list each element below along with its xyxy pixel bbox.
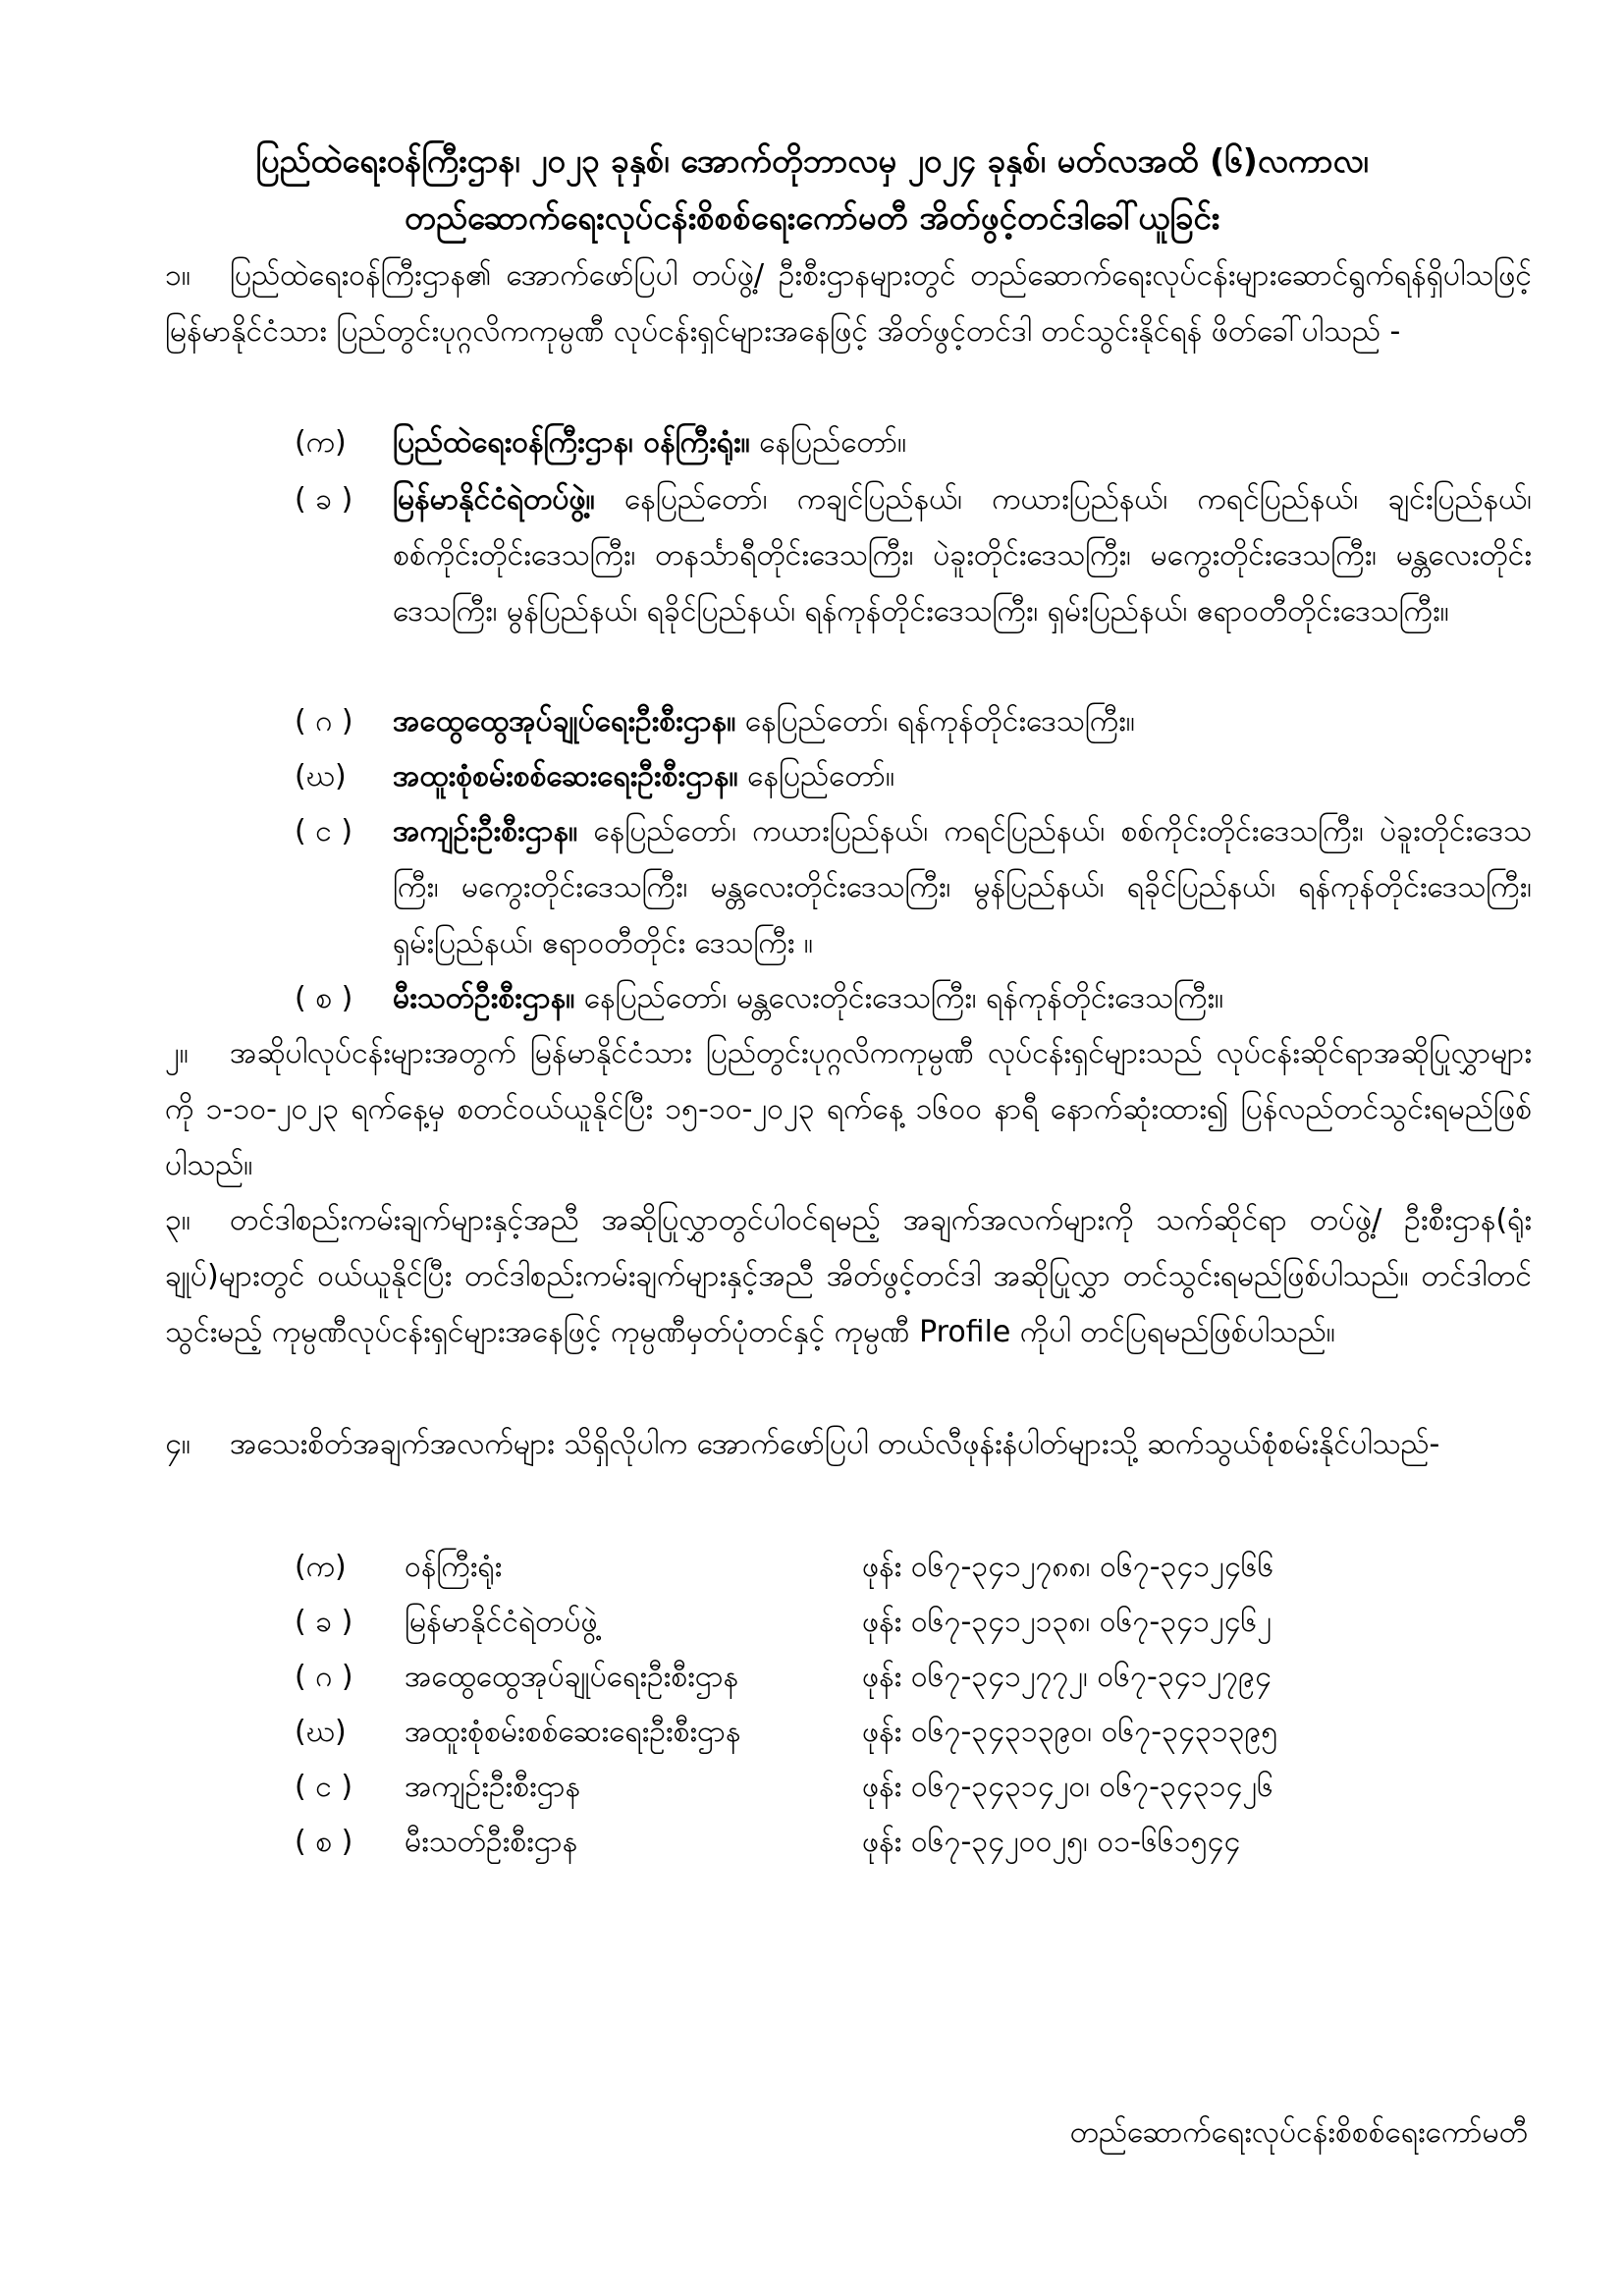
item-locations: နေပြည်တော်။	[759, 425, 907, 460]
item-department: အထူးစုံစမ်းစစ်ဆေးရေးဦးစီးဌာန။	[393, 759, 738, 793]
contact-name: ဝန်ကြီးရုံး	[405, 1550, 503, 1584]
item-label: (က)	[295, 425, 347, 460]
contact-phone: ဖုန်း ၀၆၇-၃၄၃၁၃၉၀၊ ၀၆၇-၃၄၃၁၃၉၅	[862, 1715, 1278, 1749]
department-item-nga	[295, 803, 1532, 971]
contact-label: ( ဂ )	[295, 1660, 353, 1694]
contact-row	[295, 1597, 1532, 1648]
item-locations: နေပြည်တော်။	[747, 759, 895, 793]
paragraph-text: အသေးစိတ်အချက်အလက်များ သိရှိလိုပါက အောက်ဖော်ပြပါ တယ်လီဖုန်းနံပါတ်များသို့ ဆက်သွယ်စုံစမ်းနိုင်ပါသည်-	[230, 1427, 1440, 1461]
contact-label: (ဃ)	[295, 1715, 347, 1749]
signature-committee: တည်ဆောက်ရေးလုပ်ငန်းစိစစ်ရေးကော်မတီ	[1069, 2115, 1528, 2150]
paragraph-text: အဆိုပါလုပ်ငန်းများအတွက် မြန်မာနိုင်ငံသား ပြည်တွင်းပုဂ္ဂလိကကုမ္ပဏီ လုပ်ငန်းရှင်များသည် လုပ်ငန်းဆိုင်ရာအဆိုပြုလွှာများကို ၁-၁၀-၂၀၂၃ ရက်နေ့မှ စတင်ဝယ်ယူနိုင်ပြီး ၁၅-၁၀-၂၀၂၃ ရက်နေ့ ၁၆၀၀ နာရီ နောက်ဆုံးထား၍ ပြန်လည်တင်သွင်းရမည်ဖြစ်ပါသည်။	[165, 1036, 1532, 1182]
contact-row	[295, 1652, 1532, 1703]
contact-label: (က)	[295, 1550, 347, 1584]
contact-row	[295, 1542, 1532, 1593]
paragraph-number: ၄။	[165, 1427, 190, 1461]
contact-name: အထွေထွေအုပ်ချုပ်ရေးဦးစီးဌာန	[405, 1660, 739, 1694]
item-label: ( ခ )	[295, 482, 353, 517]
paragraph-text: တင်ဒါစည်းကမ်းချက်များနှင့်အညီ အဆိုပြုလွှာတွင်ပါဝင်ရမည့် အချက်အလက်များကို သက်ဆိုင်ရာ တပ်ဖွဲ့/ ဦးစီးဌာန(ရုံးချုပ်)များတွင် ဝယ်ယူနိုင်ပြီး တင်ဒါစည်းကမ်းချက်များနှင့်အညီ အိတ်ဖွင့်တင်ဒါ အဆိုပြုလွှာ တင်သွင်းရမည်ဖြစ်ပါသည်။ တင်ဒါတင်သွင်းမည့် ကုမ္ပဏီလုပ်ငန်းရှင်များအနေဖြင့် ကုမ္ပဏီမှတ်ပုံတင်နှင့် ကုမ္ပဏီ Profile ကိုပါ တင်ပြရမည်ဖြစ်ပါသည်။	[165, 1203, 1532, 1349]
contact-row	[295, 1817, 1532, 1868]
item-label: (ဃ)	[295, 759, 347, 793]
contact-row	[295, 1762, 1532, 1813]
contact-label: ( င )	[295, 1770, 353, 1804]
contact-phone: ဖုန်း ၀၆၇-၃၄၁၂၇၈၈၊ ၀၆၇-၃၄၁၂၄၆၆	[862, 1550, 1274, 1584]
contact-name: အထူးစုံစမ်းစစ်ဆေးရေးဦးစီးဌာန	[405, 1715, 741, 1749]
contact-row	[295, 1707, 1532, 1758]
contact-phone: ဖုန်း ၀၆၇-၃၄၂၀၀၂၅၊ ၀၁-၆၆၁၅၄၄	[862, 1825, 1241, 1859]
item-department: အထွေထွေအုပ်ချုပ်ရေးဦးစီးဌာန။	[393, 704, 736, 738]
item-department: မြန်မာနိုင်ငံရဲတပ်ဖွဲ့။	[393, 482, 595, 517]
paragraph-text: ပြည်ထဲရေးဝန်ကြီးဌာန၏ အောက်ဖော်ပြပါ တပ်ဖွဲ့/ ဦးစီးဌာနများတွင် တည်ဆောက်ရေးလုပ်ငန်းများဆောင်ရွက်ရန်ရှိပါသဖြင့် မြန်မာနိုင်ငံသား ပြည်တွင်းပုဂ္ဂလိကကုမ္ပဏီ လုပ်ငန်းရှင်များအနေဖြင့် အိတ်ဖွင့်တင်ဒါ တင်သွင်းနိုင်ရန် ဖိတ်ခေါ်ပါသည် -	[165, 258, 1532, 349]
department-item-kha	[295, 471, 1532, 639]
document-title-line-1: ပြည်ထဲရေးဝန်ကြီးဌာန၊ ၂၀၂၃ ခုနှစ်၊ အောက်တိုဘာလမှ ၂၀၂၄ ခုနှစ်၊ မတ်လအထိ (၆)လကာလ၊	[255, 141, 1369, 180]
paragraph-2	[165, 1025, 1532, 1193]
paragraph-number: ၁။	[165, 258, 190, 293]
contact-phone: ဖုန်း ၀၆၇-၃၄၁၂၇၇၂၊ ၀၆၇-၃၄၁၂၇၉၄	[862, 1660, 1272, 1694]
item-label: ( စ )	[295, 981, 353, 1015]
item-locations: နေပြည်တော်၊ ရန်ကုန်တိုင်းဒေသကြီး။	[744, 704, 1135, 738]
contact-name: အကျဉ်းဦးစီးဌာန	[405, 1770, 581, 1804]
paragraph-4	[165, 1416, 1532, 1472]
contact-label: ( စ )	[295, 1825, 353, 1859]
item-locations: နေပြည်တော်၊ ကယားပြည်နယ်၊ ကရင်ပြည်နယ်၊ စစ်ကိုင်းတိုင်းဒေသကြီး၊ ပဲခူးတိုင်းဒေသကြီး၊ မကွေးတိုင်းဒေသကြီး၊ မန္တလေးတိုင်းဒေသကြီး၊ မွန်ပြည်နယ်၊ ရခိုင်ပြည်နယ်၊ ရန်ကုန်တိုင်းဒေသကြီး၊ ရှမ်းပြည်နယ်၊ ဧရာဝတီတိုင်း ဒေသကြီး ။	[393, 814, 1532, 960]
item-department: မီးသတ်ဦးစီးဌာန။	[393, 981, 575, 1015]
item-label: ( ဂ )	[295, 704, 353, 738]
contact-phone: ဖုန်း ၀၆၇-၃၄၃၁၄၂၀၊ ၀၆၇-၃၄၃၁၄၂၆	[862, 1770, 1273, 1804]
paragraph-1	[165, 247, 1532, 359]
contact-label: ( ခ )	[295, 1605, 353, 1639]
paragraph-number: ၂။	[165, 1036, 189, 1070]
paragraph-number: ၃။	[165, 1203, 190, 1237]
department-item-sa	[295, 970, 1532, 1026]
contact-name: မီးသတ်ဦးစီးဌာန	[405, 1825, 578, 1859]
department-item-ga	[295, 693, 1532, 749]
contact-name: မြန်မာနိုင်ငံရဲတပ်ဖွဲ့	[405, 1605, 598, 1639]
item-locations: နေပြည်တော်၊ ကချင်ပြည်နယ်၊ ကယားပြည်နယ်၊ ကရင်ပြည်နယ်၊ ချင်းပြည်နယ်၊ စစ်ကိုင်းတိုင်းဒေသကြီး၊ တနင်္သာရီတိုင်းဒေသကြီး၊ ပဲခူးတိုင်းဒေသကြီး၊ မကွေးတိုင်းဒေသကြီး၊ မန္တလေးတိုင်းဒေသကြီး၊ မွန်ပြည်နယ်၊ ရခိုင်ပြည်နယ်၊ ရန်ကုန်တိုင်းဒေသကြီး၊ ရှမ်းပြည်နယ်၊ ဧရာဝတီတိုင်းဒေသကြီး။	[393, 482, 1532, 629]
item-label: ( င )	[295, 814, 353, 848]
department-item-ka	[295, 414, 1532, 470]
item-department: ပြည်ထဲရေးဝန်ကြီးဌာန၊ ဝန်ကြီးရုံး။	[393, 425, 750, 460]
paragraph-3	[165, 1192, 1532, 1360]
contact-phone: ဖုန်း ၀၆၇-၃၄၁၂၁၃၈၊ ၀၆၇-၃၄၁၂၄၆၂	[862, 1605, 1272, 1639]
department-item-gha	[295, 748, 1532, 804]
item-locations: နေပြည်တော်၊ မန္တလေးတိုင်းဒေသကြီး၊ ရန်ကုန်တိုင်းဒေသကြီး။	[583, 981, 1224, 1015]
item-department: အကျဉ်းဦးစီးဌာန။	[393, 814, 578, 848]
document-title-line-2: တည်ဆောက်ရေးလုပ်ငန်းစိစစ်ရေးကော်မတီ အိတ်ဖွင့်တင်ဒါခေါ်ယူခြင်း	[404, 198, 1220, 237]
